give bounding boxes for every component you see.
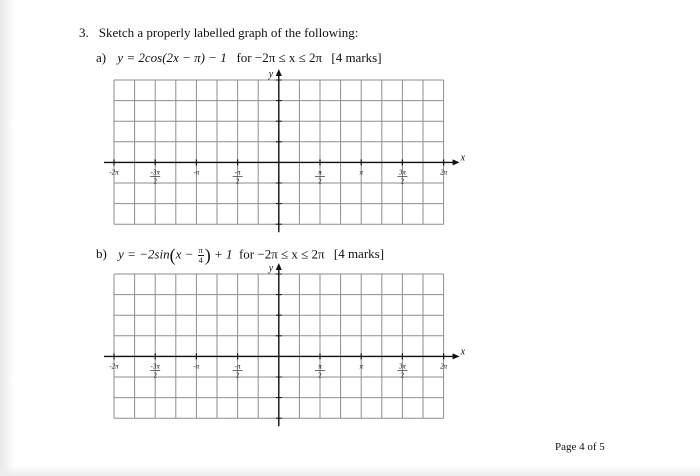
graph-b-tick-label-num: π xyxy=(359,362,363,371)
graph-b-tick-label-num: -3π xyxy=(150,362,160,371)
graph-b-tick-label-num: -2π xyxy=(109,362,119,371)
part-b-marks: [4 marks] xyxy=(333,246,385,262)
part-b-frac-num: π xyxy=(198,246,203,255)
graph-b-tick-label-num: 2π xyxy=(440,362,448,371)
graph-b-tick-label-den: 2 xyxy=(153,371,157,380)
graph-grid-a xyxy=(96,68,466,233)
part-b-domain: for −2π ≤ x ≤ 2π xyxy=(238,246,325,262)
graph-b-y-label: y xyxy=(268,263,274,274)
graph-a-tick-label-num: 2π xyxy=(440,168,448,177)
graph-a-tick-label-den: 2 xyxy=(235,177,240,186)
question-number: 3. xyxy=(79,25,89,40)
graph-b-tick-label-num: 3π xyxy=(398,362,406,371)
graph-a-y-label: y xyxy=(268,69,274,80)
part-a-label: a) xyxy=(96,50,107,65)
part-b-eq-start: y = −2sin xyxy=(118,246,170,262)
graph-b-x-arrow-icon xyxy=(453,353,460,359)
part-a-marks: [4 marks] xyxy=(331,50,382,65)
graph-b-y-arrow-icon xyxy=(276,263,282,270)
page-bottom-shadow xyxy=(0,466,700,476)
part-a-domain: for −2π ≤ x ≤ 2π xyxy=(236,50,323,65)
graph-b-tick-label-den: 2 xyxy=(318,371,322,380)
graph-a-tick-label-num: -π xyxy=(193,168,200,177)
graph-a-tick-label-num: -π xyxy=(234,168,241,177)
graph-a-y-arrow-icon xyxy=(276,69,282,76)
graph-b-x-label: x xyxy=(460,346,466,358)
graph-a-tick-label-num: π xyxy=(318,168,322,177)
page-footer: Page 4 of 5 xyxy=(555,441,605,453)
graph-a-tick-label-den: 2 xyxy=(400,177,405,186)
page-edge-shadow xyxy=(0,0,14,476)
part-a-heading xyxy=(96,50,382,66)
graph-a-tick-label-num: -2π xyxy=(109,168,119,177)
graph-a-tick-label-num: -3π xyxy=(150,168,160,177)
graph-b-tick-label-num: -π xyxy=(193,362,200,371)
question-prompt: Sketch a properly labelled graph of the following: xyxy=(98,25,359,40)
graph-b-tick-label-num: π xyxy=(318,362,322,371)
part-b-heading: b) y = −2sin(x − $\frac{\pi}{4}$ ) + 1 for −2π ≤ x ≤ 2π [4 marks] xyxy=(96,245,385,265)
graph-a-tick-label-num: π xyxy=(359,168,363,177)
graph-b-tick-label-den: 2 xyxy=(235,371,240,380)
graph-a-tick-label-num: 3π xyxy=(398,168,406,177)
graph-a-tick-label-den: 2 xyxy=(153,177,157,186)
part-b-frac-den: 4 xyxy=(198,256,203,265)
part-a-equation: y = 2cos(2x − π) − 1 xyxy=(117,50,227,65)
graph-b-tick-label-den: 2 xyxy=(400,371,405,380)
graph-a-x-arrow-icon xyxy=(453,159,460,165)
graph-b-tick-label-num: -π xyxy=(234,362,241,371)
part-b-eq-inner: x − xyxy=(175,246,194,262)
part-b-eq-end: + 1 xyxy=(213,246,233,262)
graph-a-tick-label-den: 2 xyxy=(318,177,322,186)
question-title xyxy=(79,25,358,41)
part-b-label: b) xyxy=(96,246,107,262)
graph-a-x-label: x xyxy=(460,152,466,164)
graph-grid-b xyxy=(96,262,466,427)
